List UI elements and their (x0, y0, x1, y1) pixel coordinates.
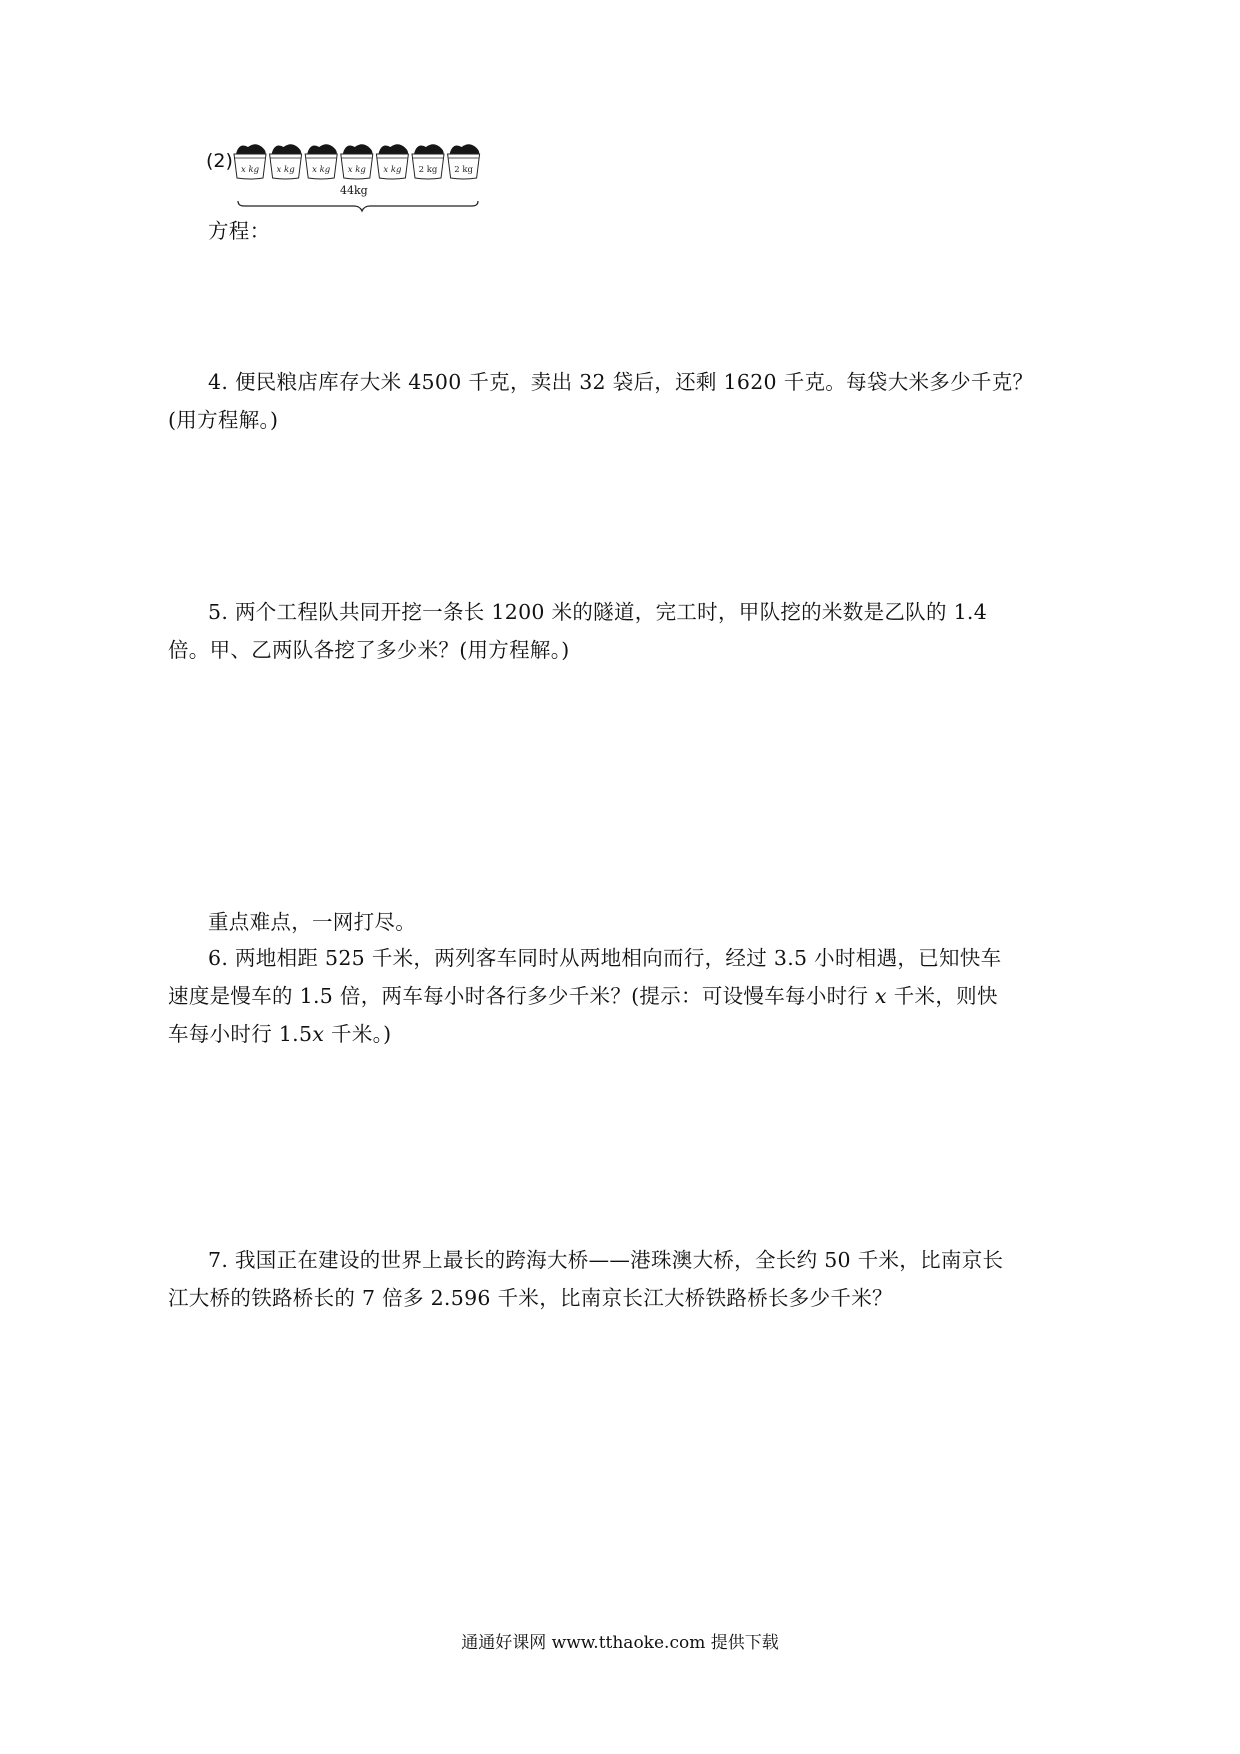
variable-x: x (312, 1022, 325, 1046)
rice-mound-icon (236, 144, 266, 155)
equation-prompt: 方程： (208, 219, 271, 243)
bucket-weight-label: x kg (312, 165, 331, 175)
bucket (341, 144, 373, 179)
problem-7-line-2: 江大桥的铁路桥长的 7 倍多 2.596 千米，比南京长江大桥铁路桥长多少千米？ (168, 1286, 893, 1310)
bucket (448, 144, 480, 179)
problem-6-line-3-text-b: 千米。) (324, 1022, 392, 1046)
problem-5-line-2: 倍。甲、乙两队各挖了多少米？(用方程解。) (168, 638, 570, 662)
bucket-weight-label: x kg (347, 165, 366, 175)
bucket (270, 144, 302, 179)
total-weight-label: 44kg (340, 184, 368, 197)
bucket-diagram (228, 144, 548, 222)
rice-mound-icon (450, 144, 480, 155)
section-title: 重点难点，一网打尽。 (208, 910, 416, 934)
problem-6-line-2 (168, 982, 998, 1010)
bucket (412, 144, 444, 179)
figure-label: (2) (206, 150, 233, 172)
rice-mound-icon (272, 144, 302, 155)
bucket-weight-label: 2 kg (454, 165, 473, 175)
problem-7-line-1: 7. 我国正在建设的世界上最长的跨海大桥——港珠澳大桥，全长约 50 千米，比南京长 (208, 1248, 1004, 1272)
footer-source: 通通好课网 www.tthaoke.com 提供下载 (461, 1633, 779, 1653)
bucket-weight-label: 2 kg (418, 165, 438, 175)
problem-5-line-1: 5. 两个工程队共同开挖一条长 1200 米的隧道，完工时，甲队挖的米数是乙队的 1.4 (208, 600, 988, 624)
problem-6-line-1: 6. 两地相距 525 千米，两列客车同时从两地相向而行，经过 3.5 小时相遇，已知快车 (208, 946, 1002, 970)
problem-4-line-1: 4. 便民粮店库存大米 4500 千克，卖出 32 袋后，还剩 1620 千克。每袋大米多少千克？ (208, 370, 1034, 394)
problem-6-line-2-text-b: 千米，则快 (886, 984, 998, 1008)
bucket-weight-label: x kg (276, 165, 295, 175)
bucket-weight-label: x kg (240, 165, 260, 175)
bucket (234, 144, 266, 179)
rice-mound-icon (307, 144, 337, 155)
rice-mound-icon (378, 144, 408, 155)
problem-6-line-2-text-a: 速度是慢车的 1.5 倍，两车每小时各行多少千米？(提示：可设慢车每小时行 (168, 984, 876, 1008)
rice-mound-icon (414, 144, 444, 155)
bucket (376, 144, 408, 179)
problem-4-line-2: (用方程解。) (168, 408, 279, 432)
variable-x: x (875, 984, 887, 1008)
problem-6-line-3-text-a: 车每小时行 1.5 (168, 1022, 313, 1046)
bucket-figure (206, 144, 548, 222)
rice-mound-icon (343, 144, 373, 155)
bucket-weight-label: x kg (383, 165, 402, 175)
problem-6-line-3 (168, 1020, 391, 1048)
total-brace (238, 201, 478, 211)
bucket (305, 144, 337, 179)
